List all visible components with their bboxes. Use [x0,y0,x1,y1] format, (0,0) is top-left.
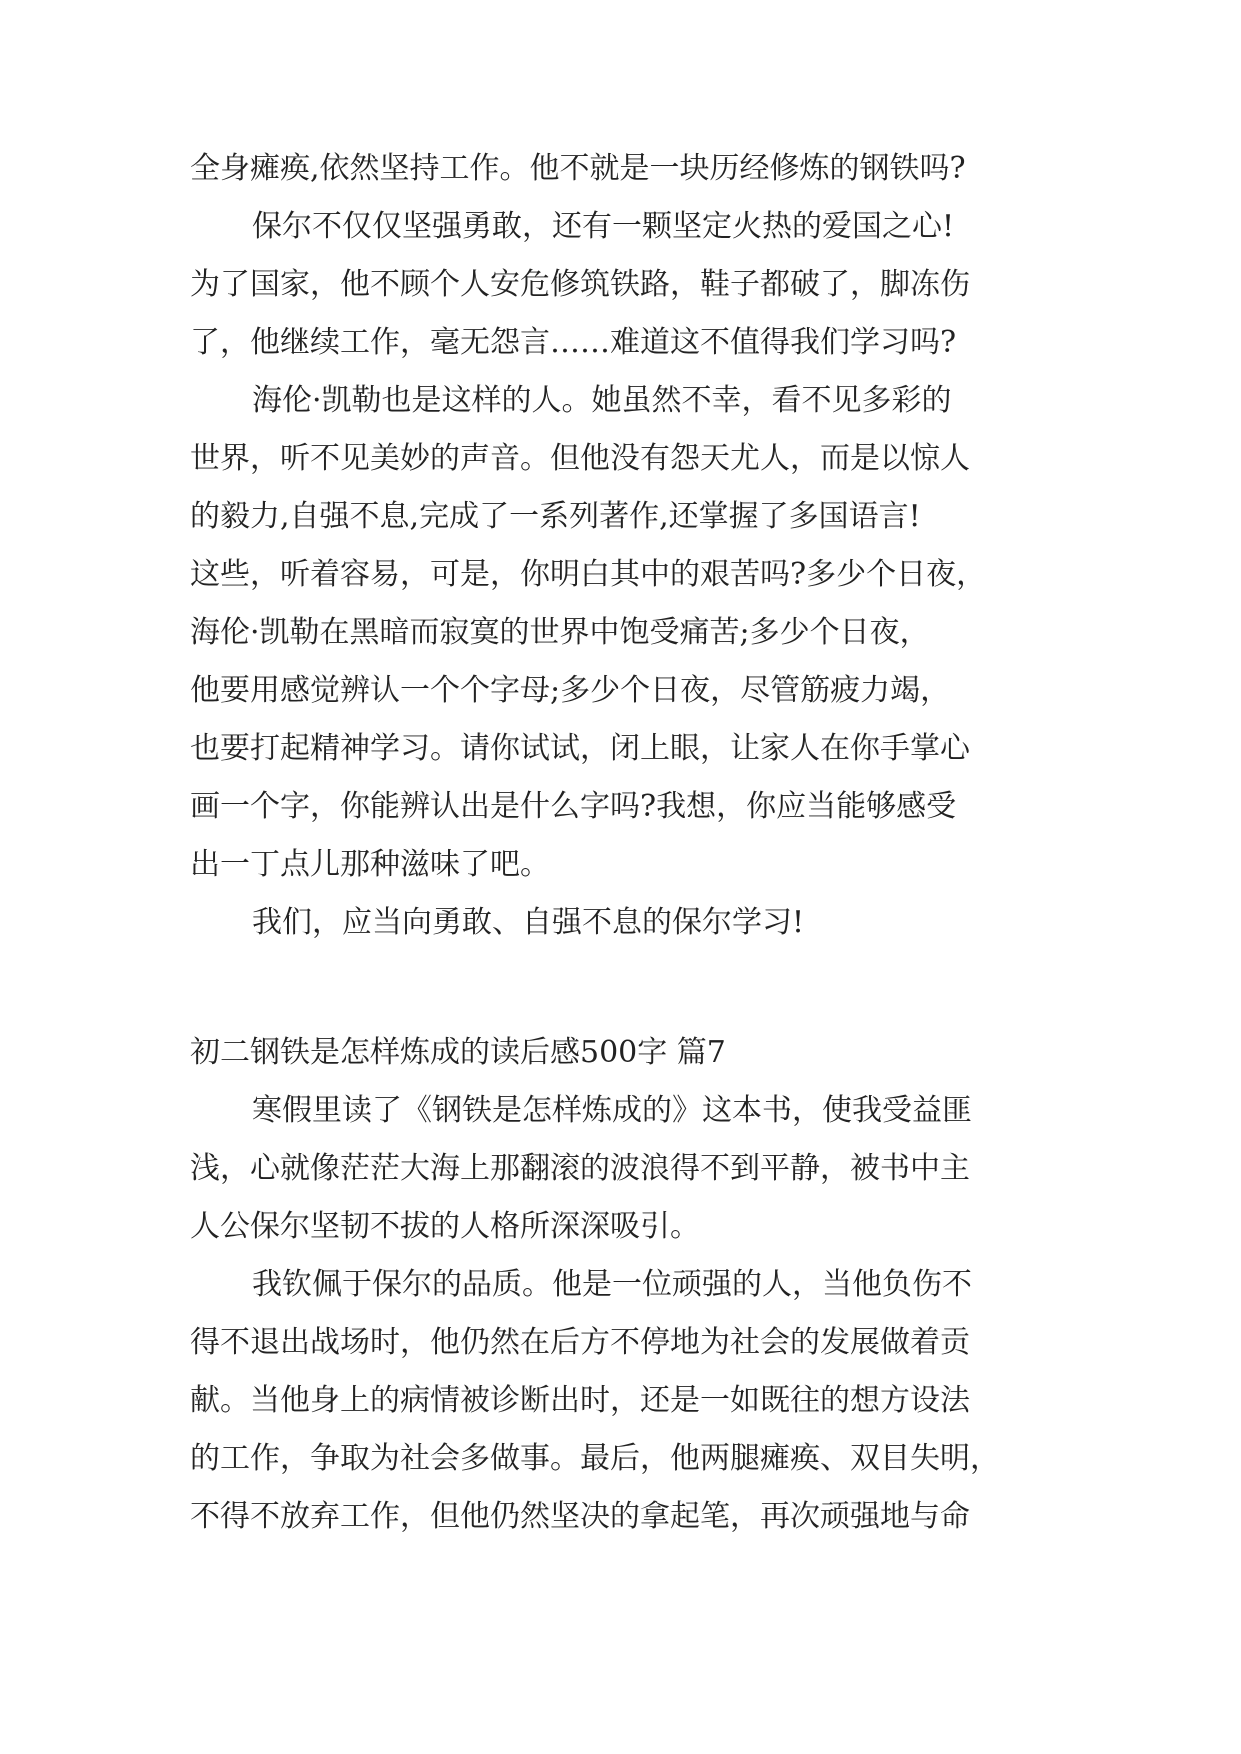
text-line: 献。当他身上的病情被诊断出时，还是一如既往的想方设法 [190,1383,970,1418]
text-line: 海伦·凯勒在黑暗而寂寞的世界中饱受痛苦;多少个日夜， [190,615,930,650]
text-line: 不得不放弃工作，但他仍然坚决的拿起笔，再次顽强地与命 [190,1499,970,1534]
text-line: 了，他继续工作，毫无怨言……难道这不值得我们学习吗? [190,325,957,360]
text-line: 得不退出战场时，他仍然在后方不停地为社会的发展做着贡 [190,1325,970,1360]
text-line: 海伦·凯勒也是这样的人。她虽然不幸，看不见多彩的 [252,383,952,418]
text-line: 我钦佩于保尔的品质。他是一位顽强的人，当他负伤不 [252,1267,972,1302]
text-line: 人公保尔坚韧不拔的人格所深深吸引。 [190,1209,700,1244]
text-line: 的毅力,自强不息,完成了一系列著作,还掌握了多国语言! [190,499,921,534]
body-text-block-1 [190,140,1070,952]
body-text-block-2 [190,1082,1070,1546]
text-line: 世界，听不见美妙的声音。但他没有怨天尤人，而是以惊人 [190,441,970,476]
text-line: 出一丁点儿那种滋味了吧。 [190,847,550,882]
text-line: 我们，应当向勇敢、自强不息的保尔学习! [252,905,805,940]
text-line: 的工作，争取为社会多做事。最后，他两腿瘫痪、双目失明， [190,1441,1000,1476]
text-line: 这些，听着容易，可是，你明白其中的艰苦吗?多少个日夜， [190,557,987,592]
text-line: 寒假里读了《钢铁是怎样炼成的》这本书，使我受益匪 [252,1093,972,1128]
text-line: 也要打起精神学习。请你试试，闭上眼，让家人在你手掌心 [190,731,970,766]
text-line: 画一个字，你能辨认出是什么字吗?我想，你应当能够感受 [190,789,957,824]
text-line: 保尔不仅仅坚强勇敢，还有一颗坚定火热的爱国之心! [252,209,955,244]
text-line: 他要用感觉辨认一个个字母;多少个日夜，尽管筋疲力竭， [190,673,951,708]
section-title: 初二钢铁是怎样炼成的读后感500字 篇7 [190,1035,726,1070]
text-line: 浅，心就像茫茫大海上那翻滚的波浪得不到平静，被书中主 [190,1151,970,1186]
text-line: 全身瘫痪,依然坚持工作。他不就是一块历经修炼的钢铁吗? [190,151,966,186]
text-line: 为了国家，他不顾个人安危修筑铁路，鞋子都破了，脚冻伤 [190,267,970,302]
